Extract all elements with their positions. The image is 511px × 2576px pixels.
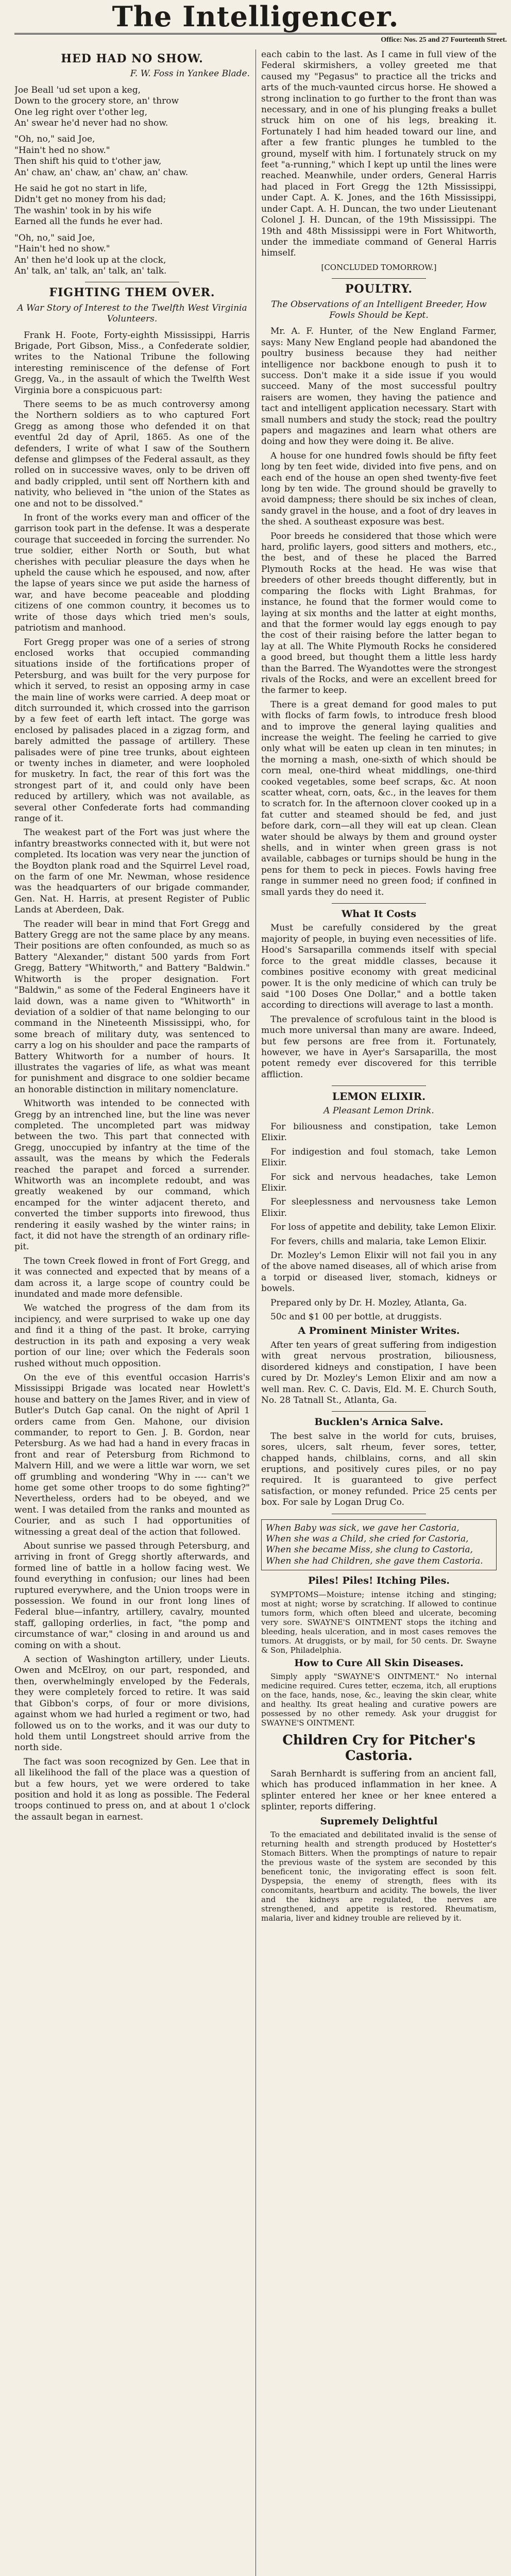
lemon-line: 50c and $1 00 per bottle, at druggists.	[270, 1312, 442, 1323]
poultry-paragraph: There is a great demand for good males to put with flocks of farm fowls, to introduce fresh blood and to improve the general laying qualities and increase the weight. The feeling he carried to give only what will be eaten up clean in ten minutes; in the morning a mash, one-sixth of which should be corn meal, one-third wheat middlings, one-third cooked vegetables, some beef scraps, &c. At noon scatter wheat, corn, oats, &c., in the leaves for them to scratch for. In the afternoon clover cooked up in a fat cutter and steamed should be fed, and just before dark, corn—all they will eat up clean. Clean water should be always by them and ground oyster shells, and in winter when green grass is not available, cabbages or turnips should be hung in the pens for them to peck in pieces. Fowls having free range in summer need no green food; if confined in small yards they do need it.	[261, 699, 497, 897]
poem-line: Earned all the funds he ever had.	[14, 216, 163, 227]
newspaper-title: The Intelligencer.	[112, 0, 399, 33]
poem-line: "Oh, no," said Joe,	[14, 134, 95, 145]
castoria-line: When she became Miss, she clung to Castoria,	[266, 1545, 473, 1555]
continuation-footer: [CONCLUDED TOMORROW.]	[321, 262, 437, 272]
lemon-line: For indigestion and foul stomach, take Lemon Elixir.	[261, 1146, 497, 1168]
lemon-elixir-subtitle: A Pleasant Lemon Drink.	[323, 1105, 434, 1116]
skin-text: Simply apply "SWAYNE'S OINTMENT." No internal medicine required. Cures tetter, eczema, itch, all eruptions on the face, hands, nose, &c., leaving the skin clear, white and healthy. Its great healing and curative powers are possessed by no other remedy. Ask your druggist for SWAYNE'S OINTMENT.	[261, 1672, 497, 1727]
poem-line: Down to the grocery store, an' throw	[14, 96, 179, 107]
poultry-headline: POULTRY.	[345, 282, 413, 296]
lemon-line: For sleeplessness and nervousness take Lemon Elixir.	[261, 1197, 497, 1218]
poem-line: "Hain't hed no show."	[14, 145, 110, 156]
poem-line: An' then he'd look up at the clock,	[14, 255, 166, 265]
poem-stanza	[14, 134, 250, 178]
piles-title: Piles! Piles! Itching Piles.	[308, 1575, 450, 1587]
poultry-subhead: The Observations of an Intelligent Breeder, How Fowls Should be Kept.	[271, 299, 487, 320]
separator	[332, 903, 426, 904]
lemon-line: For loss of appetite and debility, take Lemon Elixir.	[270, 1222, 497, 1233]
right-column	[261, 49, 497, 2576]
castoria-ad	[261, 1519, 497, 1571]
article-paragraph: There seems to be as much controversy among the Northern soldiers as to who captured Fort Gregg as among those who defended it on that eventful 2d day of April, 1865. As one of the defenders, I write of what I saw of the Southern defense and glimpses of the Federal assault, as they rolled on in successive waves, only to be driven off and badly crippled, until sent off Northern kith and nativity, who believed in "the union of the States as one and not to be dissolved."	[14, 399, 250, 509]
poem-title: HED HAD NO SHOW.	[61, 52, 203, 65]
arnica-title: Bucklen's Arnica Salve.	[314, 1416, 444, 1428]
separator	[332, 1411, 426, 1412]
article-paragraph: Whitworth was intended to be connected with Gregg by an intrenched line, but the line was never completed. The uncompleted part was midway between the two. This part that connected with Gregg, unoccupied by infantry at the time of the assault, was the means by which the Federals reached the parapet and forced a surrender. Whitworth was an incomplete redoubt, and was greatly weakened by our command, which encamped for the winter adjacent thereto, and converted the timber supports into firewood, thus rendering it easily washed by the winter rains; in fact, it did not have the strength of an ordinary rifle-pit.	[14, 1098, 250, 1252]
poem-stanza	[14, 183, 250, 228]
office-address: Office: Nos. 25 and 27 Fourteenth Street.	[381, 36, 507, 44]
poem-line: Didn't get no money from his dad;	[14, 194, 166, 205]
minister-text: After ten years of great suffering from indigestion with great nervous prostration, biliousness, disordered kidneys and constipation, I have been cured by Dr. Mozley's Lemon Elixir and am now a well man. Rev. C. C. Davis, Eld. M. E. Church South, No. 28 Tatnall St., Atlanta, Ga.	[261, 1340, 497, 1405]
poem-line: "Hain't hed no show."	[14, 244, 110, 255]
article-subhead: A War Story of Interest to the Twelfth West Virginia Volunteers.	[17, 302, 247, 325]
article-paragraph: The reader will bear in mind that Fort Gregg and Battery Gregg are not the same place by any means. Their positions are often confounded, as much so as Battery "Alexander," distant 500 yards from Fort Gregg, Battery "Whitworth," and Battery "Baldwin." Whitworth is the proper designation. Fort "Baldwin," as some of the Federal Engineers have it laid down, was a name given to "Whitworth" in deviation of a soldier of that name belonging to our command in the Nineteenth Mississippi, who, for some breach of military duty, was sentenced to carry a log on his shoulder and pace the ramparts of Battery Whitworth for a number of hours. It illustrates the vagaries of life, as what was meant for punishment and disgrace to one soldier became an honorable distinction in military nomenclature.	[14, 919, 250, 1095]
poem-line: "Oh, no," said Joe,	[14, 232, 95, 243]
piles-text: SYMPTOMS—Moisture; intense itching and stinging; most at night; worse by scratching. If allowed to continue tumors form, which often bleed and ulcerate, becoming very sore. SWAYNE'S OINTMENT stops the itching and bleeding, heals ulceration, and in most cases removes the tumors. At druggists, or by mail, for 50 cents. Dr. Swayne & Son, Philadelphia.	[261, 1589, 497, 1655]
article-paragraph: The weakest part of the Fort was just where the infantry breastworks connected with it, but were not completed. Its location was very near the junction of the Boydton plank road and the Squirrel Level road, on the farm of one Mr. Newman, whose residence was the headquarters of our brigade commander, Gen. Nat. H. Harris, at present Register of Public Lands at Aberdeen, Dak.	[14, 827, 250, 916]
article-paragraph: The fact was soon recognized by Gen. Lee that in all likelihood the fall of the place was a question of but a few hours, yet we were ordered to take position and hold it as long as possible. The Federal troops continued to press on, and at about 1 o'clock the assault began in earnest.	[14, 1756, 250, 1822]
arnica-text: The best salve in the world for cuts, bruises, sores, ulcers, salt rheum, fever sores, tetter, chapped hands, chilblains, corns, and all skin eruptions, and positively cures piles, or no pay required. It is guaranteed to give perfect satisfaction, or money refunded. Price 25 cents per box. For sale by Logan Drug Co.	[261, 1431, 497, 1508]
poem-line: The washin' took in by his wife	[14, 205, 152, 216]
lemon-elixir-title: LEMON ELIXIR.	[332, 1090, 426, 1103]
article-paragraph: About sunrise we passed through Petersburg, and arriving in front of Gregg shortly afterwards, and formed line of battle in a hollow facing west. We found everything in confusion; our lines had been ruptured everywhere, and the Union troops were in possession. We found in our front long lines of Federal blue—infantry, artillery, cavalry, mounted staff, galloping orderlies, in fact, "the pomp and circumstance of war," closing in and around us and coming on with a shout.	[14, 1541, 250, 1651]
castoria-line: When she had Children, she gave them Castoria.	[266, 1555, 483, 1566]
continued-paragraph: each cabin to the last. As I came in full view of the Federal skirmishers, a volley greeted me that caused my "Pegasus" to practice all the tricks and arts of the much-vaunted circus horse. He showed a strong inclination to go further to the front than was necessary, and in one of his plunging freaks a bullet struck him on one of his legs, breaking it. Fortunately I had him headed toward our line, and after a few frantic plunges he tumbled to the ground, myself with him. I fortunately struck on my feet "a-running," which I kept up until the lines were reached. Meanwhile, under orders, General Harris had placed in Fort Gregg the 12th Mississippi, under Capt. A. K. Jones, and the 16th Mississippi, under Capt. A. H. Duncan, the two under Lieutenant Colonel J. H. Duncan, of the 19th Mississippi. The 19th and 48th Mississippi were in Fort Whitworth, under the immediate command of General Harris himself.	[261, 49, 497, 259]
poem-line: Then shift his quid to t'other jaw,	[14, 156, 162, 167]
poem-stanza	[14, 233, 250, 277]
poem-line: He said he got no start in life,	[14, 183, 147, 194]
skin-title: How to Cure All Skin Diseases.	[294, 1657, 464, 1669]
lemon-line: For fevers, chills and malaria, take Lemon Elixir.	[270, 1236, 487, 1247]
delight-text: To the emaciated and debilitated invalid is the sense of returning health and strength produced by Hostetter's Stomach Bitters. When the promptings of nature to repair the previous waste of the system are seconded by this beneficent tonic, the invigorating effect is soon felt. Dyspepsia, the enemy of strength, flees with its concomitants, heartburn and acidity. The bowels, the liver and the kidneys are regulated, the nerves are strengthened, and appetite is restored. Rheumatism, malaria, liver and kidney trouble are relieved by it.	[261, 1830, 497, 1923]
ad-text: The prevalence of scrofulous taint in the blood is much more universal than many are aware. Indeed, but few persons are free from it. Fortunately, however, we have in Ayer's Sarsaparilla, the most potent remedy ever discovered for this terrible affliction.	[261, 1014, 497, 1080]
columns	[14, 49, 497, 2576]
poultry-paragraph: A house for one hundred fowls should be fifty feet long by ten feet wide, divided into five pens, and on each end of the house an open shed twenty-five feet long by ten wide. The ground should be gravelly to avoid dampness; there should be six inches of clean, sandy gravel in the house, and a foot of dry leaves in the shed. A southeast exposure was best.	[261, 450, 497, 528]
masthead	[14, 0, 497, 35]
ad-text: Must be carefully considered by the great majority of people, in buying even necessities of life. Hood's Sarsaparilla commends itself with special force to the great middle classes, because it combines positive economy with great medicinal power. It is the only medicine of which can truly be said "100 Doses One Dollar," and a bottle taken according to directions will average to last a month.	[261, 923, 497, 1011]
article-headline: FIGHTING THEM OVER.	[49, 286, 215, 300]
sarah-text: Sarah Bernhardt is suffering from an ancient fall, which has produced inflammation in her knee. A splinter entered her knee or her knee entered a splinter, reports differing.	[261, 1769, 497, 1812]
ad-title: What It Costs	[341, 908, 417, 920]
castoria-line: When she was a Child, she cried for Castoria,	[266, 1533, 469, 1544]
lemon-line: For biliousness and constipation, take Lemon Elixir.	[261, 1121, 497, 1143]
lemon-line: Prepared only by Dr. H. Mozley, Atlanta, Ga.	[270, 1297, 467, 1308]
article-paragraph: Frank H. Foote, Forty-eighth Mississippi, Harris Brigade, Port Gibson, Miss., a Confederate soldier, writes to the National Tribune the following interesting reminiscence of the defense of Fort Gregg, Va., in the assault of which the Twelfth West Virginia bore a conspicuous part:	[14, 330, 250, 396]
poem-body	[14, 85, 250, 277]
minister-title: A Prominent Minister Writes.	[298, 1325, 460, 1337]
article-paragraph: We watched the progress of the dam from its incipiency, and were surprised to wake up one day and find it a thing of the past. It broke, carrying destruction in its path and exposing a very weak portion of our line; over which the Federals soon rushed without much opposition.	[14, 1303, 250, 1369]
poem-line: An' talk, an' talk, an' talk, an' talk.	[14, 265, 167, 276]
poem-line: An' swear he'd never had no show.	[14, 118, 168, 129]
article-paragraph: Fort Gregg proper was one of a series of strong enclosed works that occupied commanding situations inside of the fortifications proper of Petersburg, and was built for the very purpose for which it served, to resist an opposing army in case the main line of works were carried. A deep moat or ditch surrounded it, which crossed into the garrison by a few feet of earth left intact. The gorge was enclosed by palisades placed in a zigzag form, and barely admitted the passage of artillery. These palisades were of pine tree trunks, about eighteen or twenty inches in diameter, and were loopholed for musketry. In fact, the rear of this fort was the strongest part of it, and could only have been reduced by artillery, which was not available, as several other Confederate forts had commanding range of it.	[14, 637, 250, 824]
poem-line: Joe Beall 'ud set upon a keg,	[14, 84, 141, 95]
pitcher-castoria-ad: Children Cry for Pitcher's Castoria.	[282, 1733, 475, 1764]
article-paragraph: The town Creek flowed in front of Fort Gregg, and it was connected and expected that by means of a dam across it, a large scope of country could be inundated and made more defensible.	[14, 1256, 250, 1300]
poem-byline: F. W. Foss in Yankee Blade.	[130, 69, 250, 79]
poem-line: One leg right over t'other leg,	[14, 107, 148, 117]
article-paragraph: In front of the works every man and officer of the garrison took part in the defense. It was a desperate courage that succeeded in forcing the surrender. No true soldier, either North or South, but what cherishes with peculiar pleasure the days when he upheld the cause which he espoused, and now, after the lapse of years since we put aside the harness of war, and have become peaceable and plodding citizens of one common country, it becomes us to write of those days which tried men's souls, patriotism and manhood.	[14, 513, 250, 634]
lemon-line: For sick and nervous headaches, take Lemon Elixir.	[261, 1172, 497, 1193]
poem-line: An' chaw, an' chaw, an' chaw, an' chaw.	[14, 167, 189, 178]
poem-stanza	[14, 85, 250, 129]
poultry-paragraph: Mr. A. F. Hunter, of the New England Farmer, says: Many New England people had abandoned the poultry business because they had neither intelligence nor backbone enough to push it to success. Don't make it a side issue if you would succeed. Many of the most successful poultry raisers are women, they having the patience and tact and intelligent application necessary. Start with small numbers and study the stock; read the poultry papers and magazines and learn what others are doing and how they were doing it. Be alive.	[261, 326, 497, 447]
castoria-line: When Baby was sick, we gave her Castoria,	[266, 1522, 459, 1533]
lemon-line: Dr. Mozley's Lemon Elixir will not fail you in any of the above named diseases, all of which arise from a torpid or diseased liver, stomach, kidneys or bowels.	[261, 1250, 497, 1294]
article-paragraph: On the eve of this eventful occasion Harris's Mississippi Brigade was located near Howlett's house and battery on the James River, and in view of Butler's Dutch Gap canal. On the night of April 1 orders came from Gen. Mahone, our division commander, to report to Gen. J. B. Gordon, near Petersburg. As we had had a hand in every fracas in front and rear of Petersburg from Richmond to Malvern Hill, and we were a little war worn, we set off grumbling and wondering "Why in ---- can't we home get some other troops to do some fighting?" Nevertheless, orders had to be obeyed, and we went. I was detailed from the ranks and mounted as Courier, and as such I had opportunities of witnessing a great deal of the action that followed.	[14, 1372, 250, 1537]
separator	[332, 278, 426, 279]
article-paragraph: A section of Washington artillery, under Lieuts. Owen and McElroy, on our part, responded, and then, overwhelmingly enveloped by the Federals, they were completely forced to retire. It was said that Gibbon's corps, of four or more divisions, against whom we had hurled a regiment or two, had followed us on to the works, and it was our duty to hold them until Longstreet should arrive from the north side.	[14, 1654, 250, 1753]
left-column	[14, 49, 250, 2576]
delight-title: Supremely Delightful	[320, 1815, 438, 1827]
poultry-paragraph: Poor breeds he considered that those which were hard, prolific layers, good sitters and mothers, etc., the best, and of these he placed the Barred Plymouth Rocks at the head. He was wise that breeders of other breeds thought differently, but in comparing the flocks with Light Brahmas, for instance, he found that the former would come to laying at six months and the latter at eight months, and that the former would lay eggs enough to pay the cost of their raising before the latter began to lay at all. The White Plymouth Rocks he considered a good breed, but thought them a little less hardy than the Barred. The Wyandottes were the strongest rivals of the Rocks, and were an excellent breed for the farmer to keep.	[261, 531, 497, 696]
